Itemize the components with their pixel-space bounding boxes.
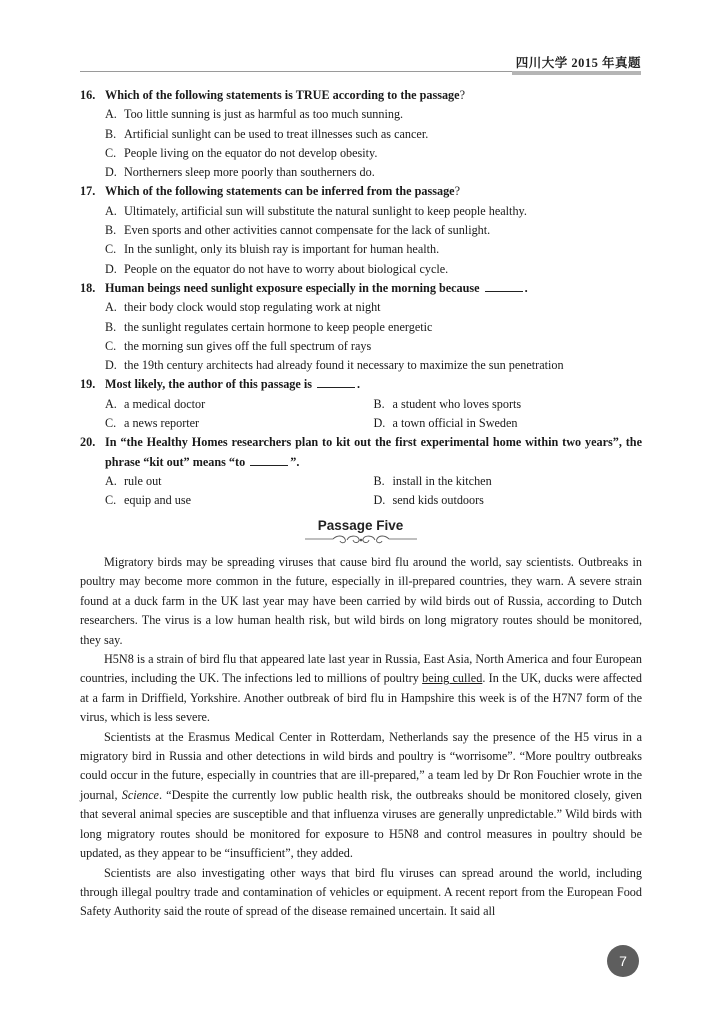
option-a[interactable]: A. their body clock would stop regulating work at night: [105, 300, 381, 315]
question-list: [80, 86, 642, 511]
question-20: [80, 433, 642, 510]
question-stem: 19. Most likely, the author of this passage is .: [80, 375, 642, 394]
answer-blank: [317, 376, 355, 388]
page-header: [80, 50, 641, 76]
option-c[interactable]: C. equip and use: [105, 493, 192, 508]
option-d[interactable]: D. Northerners sleep more poorly than southerners do.: [105, 165, 375, 180]
question-stem: 18. Human beings need sunlight exposure especially in the morning because .: [80, 279, 642, 298]
option-d[interactable]: D. People on the equator do not have to worry about biological cycle.: [105, 261, 449, 276]
question-stem: 20. In “the Healthy Homes researchers plan to kit out the first experimental home within two years”, the phrase “kit out” means “to ”.: [80, 433, 642, 472]
question-number: 16.: [80, 88, 96, 102]
passage-heading: [0, 518, 721, 546]
question-16: [80, 86, 642, 182]
question-text: Human beings need sunlight exposure especially in the morning because: [105, 280, 480, 295]
underlined-phrase: being culled: [422, 671, 483, 686]
option-d[interactable]: D. the 19th century architects had already found it necessary to maximize the sun penetration: [105, 358, 564, 373]
question-number: 18.: [80, 280, 96, 295]
page-number-badge: 7: [607, 945, 639, 977]
option-c[interactable]: C. the morning sun gives off the full spectrum of rays: [105, 338, 372, 353]
option-a[interactable]: A. a medical doctor: [105, 396, 206, 411]
paragraph: Scientists are also investigating other ways that bird flu viruses can spread around the world, including through illegal poultry trade and contamination of vehicles or equipment. A recent report from the European Food Safety Authority said the route of spread of the disease remained uncertain. It said all: [80, 865, 642, 919]
paragraph: H5N8 is a strain of bird flu that appeared late last year in Russia, East Asia, North America and four European countries, including the UK. The infections led to millions of poultry being culled. In the UK, ducks were affected at a farm in Driffield, Yorkshire. Another outbreak of bird flu in Hampshire this week is of the H7N7 form of the virus, which is less severe.: [80, 652, 643, 725]
header-accent-bar: [512, 71, 641, 75]
answer-blank: [250, 454, 288, 466]
passage-title: Passage Five: [317, 518, 404, 533]
question-number: 17.: [80, 184, 96, 199]
question-text: Which of the following statements can be inferred from the passage: [105, 184, 455, 199]
option-row: [80, 472, 642, 491]
paragraph: Scientists at the Erasmus Medical Center in Rotterdam, Netherlands say the presence of the H5 virus in a migratory bird in Russia and other detections in wild birds and poultry is “worrisome”. “More poultry outbreaks could occur in the future, especially in countries that are ill-prepared,” a team led by Dr Ron Fouchier wrote in the journal, Science. “Despite the currently low public health risk, the outbreaks should be monitored closely, given that several animal species are susceptible and that influenza viruses are generally unpredictable.” Wild birds with long migratory routes should be monitored for exposure to H5N8 and control measures in poultry should be updated, as they appear to be “insufficient”, they added.: [80, 729, 642, 861]
answer-blank: [485, 280, 523, 292]
option-d[interactable]: D. a town official in Sweden: [373, 416, 518, 431]
option-b[interactable]: B. install in the kitchen: [373, 473, 492, 488]
option-b[interactable]: B. Even sports and other activities cannot compensate for the lack of sunlight.: [105, 223, 491, 238]
question-stem: 16. Which of the following statements is TRUE according to the passage?: [80, 86, 642, 105]
passage-body: [80, 553, 642, 922]
option-a[interactable]: A. Ultimately, artificial sun will substitute the natural sunlight to keep people healthy.: [105, 203, 527, 218]
option-c[interactable]: C. In the sunlight, only its bluish ray is important for human health.: [105, 242, 440, 257]
option-a[interactable]: A. rule out: [105, 473, 162, 488]
question-text: In “the Healthy Homes researchers plan to kit out the first experimental home within two years”, the phrase “kit out” means “to: [105, 435, 642, 469]
header-title: 四川大学 2015 年真题: [515, 56, 641, 70]
question-19: [80, 375, 642, 433]
question-17: [80, 182, 642, 278]
question-text: Which of the following statements is TRUE according to the passage: [105, 88, 460, 102]
question-18: [80, 279, 642, 375]
option-b[interactable]: B. a student who loves sports: [373, 396, 522, 411]
option-c[interactable]: C. People living on the equator do not develop obesity.: [105, 145, 378, 160]
paragraph: Migratory birds may be spreading viruses that cause bird flu around the world, say scientists. Outbreaks in poultry may become more common in the future, especially in ill-prepared countries, they warn. A severe strain found at a duck farm in the UK last year may have been carried by wild birds out of Russia, according to Dutch researchers. The virus is a low human health risk, but wild birds on long migratory routes should be monitored, they say.: [80, 555, 642, 647]
option-b[interactable]: B. Artificial sunlight can be used to treat illnesses such as cancer.: [105, 126, 429, 141]
question-text: Most likely, the author of this passage is: [105, 377, 312, 392]
question-stem: 17. Which of the following statements can be inferred from the passage?: [80, 182, 642, 201]
option-row: [80, 414, 642, 433]
option-a[interactable]: A. Too little sunning is just as harmful as too much sunning.: [105, 107, 404, 122]
ornament-divider-icon: [305, 534, 417, 546]
question-number: 20.: [80, 435, 96, 450]
option-c[interactable]: C. a news reporter: [105, 416, 200, 431]
journal-name: Science: [121, 787, 159, 802]
option-b[interactable]: B. the sunlight regulates certain hormone to keep people energetic: [105, 319, 433, 334]
option-row: [80, 395, 642, 414]
question-number: 19.: [80, 377, 96, 392]
option-row: [80, 491, 642, 510]
option-d[interactable]: D. send kids outdoors: [373, 493, 484, 508]
